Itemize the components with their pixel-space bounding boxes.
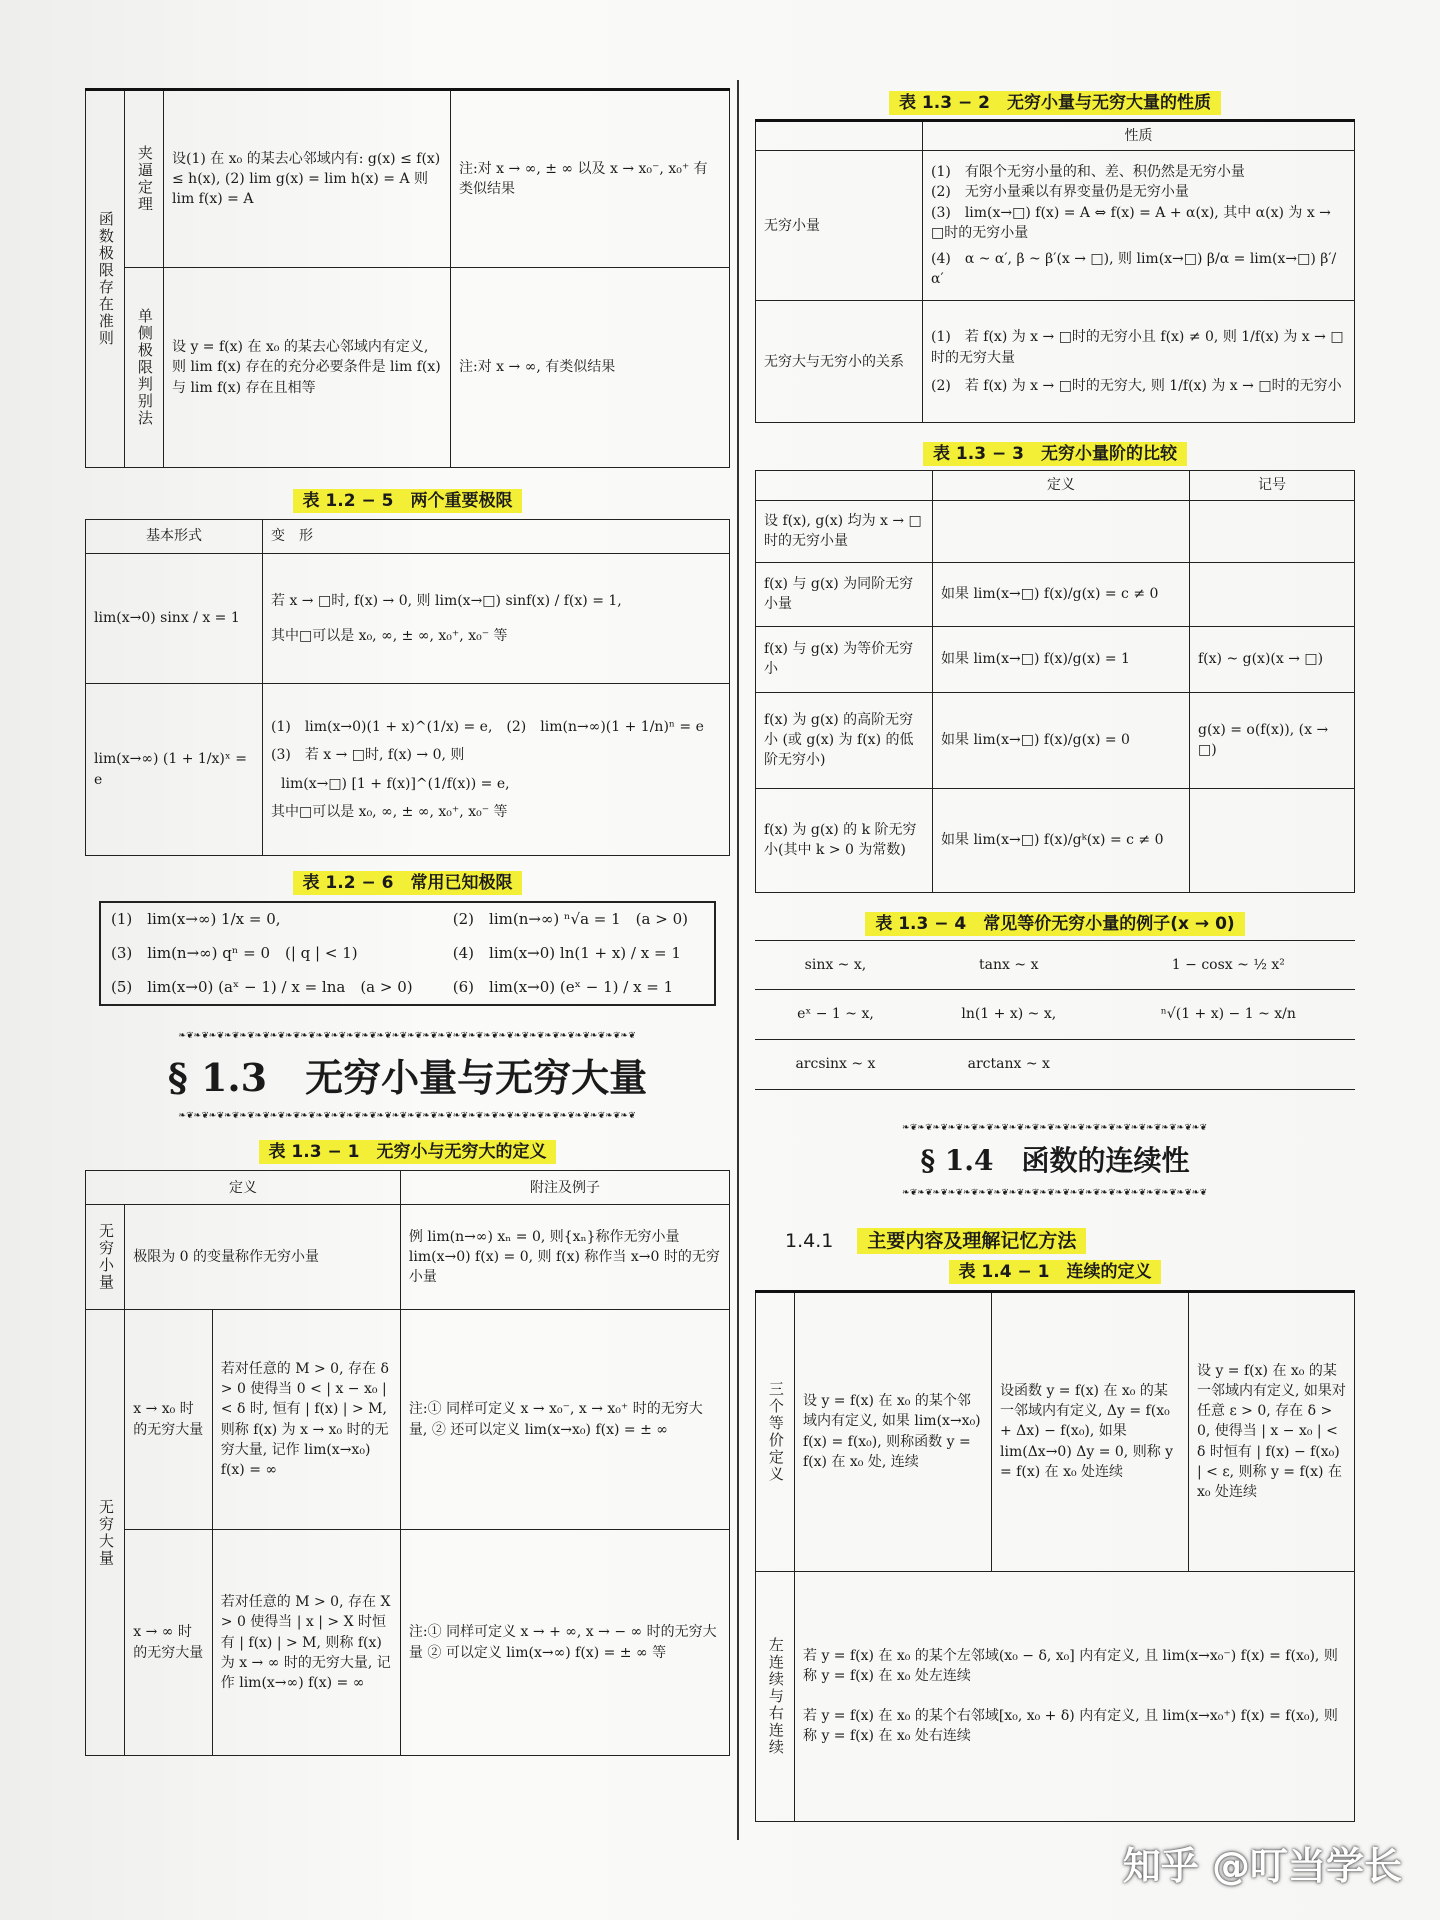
right-column <box>755 88 1355 1822</box>
t132-r1-p2: (2) 无穷小量乘以有界变量仍是无穷小量 <box>931 184 1189 201</box>
t133-r2-label: f(x) 与 g(x) 为等价无穷小 <box>756 626 933 692</box>
t133-r3-sym: g(x) = o(f(x)), (x → □) <box>1190 692 1355 788</box>
column-divider <box>737 80 739 1840</box>
t126-f3: (3) lim(n→∞) qⁿ = 0 (| q | < 1) <box>111 943 358 962</box>
table-1-2-6 <box>99 901 716 1006</box>
subsection-1-4-1-title: 主要内容及理解记忆方法 <box>857 1228 1086 1254</box>
table-1-3-3 <box>755 470 1355 892</box>
left-column <box>85 88 730 1756</box>
t133-r1-def: 如果 lim(x→□) f(x)/g(x) = c ≠ 0 <box>933 562 1190 626</box>
table-1-2-5 <box>85 519 730 856</box>
t134-e1: sinx ~ x, <box>755 940 916 990</box>
t132-r1-p1: (1) 有限个无穷小量的和、差、积仍然是无穷小量 <box>931 163 1245 180</box>
t132-r1-label: 无穷小量 <box>756 151 923 301</box>
t126-f1: (1) lim(x→∞) 1/x = 0, <box>111 910 281 928</box>
table-1-4-1-title: 表 1.4 − 1 连续的定义 <box>949 1260 1162 1284</box>
section-1-4-heading: § 1.4 函数的连续性 <box>920 1143 1190 1177</box>
t134-e2: tanx ~ x <box>916 940 1102 990</box>
t126-f2: (2) lim(n→∞) ⁿ√a = 1 (a > 0) <box>452 910 688 928</box>
t131-inf-small-note: 例 lim(n→∞) xₙ = 0, 则{xₙ}称作无穷小量 lim(x→0) f(x) = 0, 则 f(x) 称作当 x→0 时的无穷小量 <box>400 1205 729 1310</box>
table-1-3-4 <box>755 940 1355 1090</box>
t141-r2-label: 左连续与右连续 <box>756 1571 795 1821</box>
t125-r1-var2: 其中□可以是 x₀, ∞, ± ∞, x₀⁺, x₀⁻ 等 <box>271 627 508 644</box>
table-1-3-2-title: 表 1.3 − 2 无穷小量与无穷大量的性质 <box>889 91 1221 115</box>
t125-head-var: 变 形 <box>263 520 730 554</box>
t141-r1-c1: 设 y = f(x) 在 x₀ 的某个邻域内有定义, 如果 lim(x→x₀) f(x) = f(x₀), 则称函数 y = f(x) 在 x₀ 处, 连续 <box>795 1291 992 1571</box>
t141-r1-c3: 设 y = f(x) 在 x₀ 的某一邻域内有定义, 如果对任意 ε > 0, 存在 δ > 0, 使得当 | x − x₀ | < δ 时恒有 | f(x) − f(x₀) | < ε, 则称 y = f(x) 在 x₀ 处连续 <box>1189 1291 1355 1571</box>
t141-r1-c2: 设函数 y = f(x) 在 x₀ 的某一邻域内有定义, Δy = f(x₀ + Δx) − f(x₀), 如果 lim(Δx→0) Δy = 0, 则称 y = f(x) 在 x₀ 处连续 <box>992 1291 1189 1571</box>
table-1-2-6-title: 表 1.2 − 6 常用已知极限 <box>293 871 523 895</box>
t131-big1-def: 若对任意的 M > 0, 存在 δ > 0 使得当 0 < | x − x₀ | < δ 时, 恒有 | f(x) | > M, 则称 f(x) 为 x → x₀ 时的无穷大量, 记作 lim(x→x₀) f(x) = ∞ <box>212 1310 400 1530</box>
t131-big1-label: x → x₀ 时的无穷大量 <box>125 1310 213 1530</box>
t132-r2-label: 无穷大与无穷小的关系 <box>756 301 923 423</box>
t131-big2-label: x → ∞ 时的无穷大量 <box>125 1530 213 1756</box>
t131-inf-small-label: 无穷小量 <box>86 1205 125 1310</box>
t125-r1-form: lim(x→0) sinx / x = 1 <box>86 554 263 684</box>
one-sided-limit-content: 设 y = f(x) 在 x₀ 的某去心邻域内有定义, 则 lim f(x) 存在的充分必要条件是 lim f(x) 与 lim f(x) 存在且相等 <box>164 268 451 468</box>
t131-big1-note: 注:① 同样可定义 x → x₀⁻, x → x₀⁺ 时的无穷大量, ② 还可以定义 lim(x→x₀) f(x) = ± ∞ <box>400 1310 729 1530</box>
watermark: 知乎 @叮当学长 <box>1122 1844 1402 1888</box>
one-sided-limit-note: 注:对 x → ∞, 有类似结果 <box>451 268 730 468</box>
t133-r3-def: 如果 lim(x→□) f(x)/g(x) = 0 <box>933 692 1190 788</box>
ornament-border-bottom-right: ❧❦❧❦❧❦❧❦❧❦❧❦❧❦❧❦❧❦❧❦❧❦❧❦❧❦❧❦❧❦❧❦❧❦❧❦❧❦❧❦ <box>902 1184 1208 1198</box>
limit-exist-group-label: 函数极限存在准则 <box>86 90 125 468</box>
t133-head-def: 定义 <box>933 471 1190 500</box>
t125-r2-form: lim(x→∞) (1 + 1/x)ˣ = e <box>86 684 263 856</box>
t132-r2-p2: (2) 若 f(x) 为 x → □时的无穷大, 则 1/f(x) 为 x → □时的无穷小 <box>931 377 1342 394</box>
table-1-3-1 <box>85 1170 730 1756</box>
t134-e6: ⁿ√(1 + x) − 1 ~ x/n <box>1102 990 1355 1040</box>
ornament-border-top-right: ❧❦❧❦❧❦❧❦❧❦❧❦❧❦❧❦❧❦❧❦❧❦❧❦❧❦❧❦❧❦❧❦❧❦❧❦❧❦❧❦ <box>902 1119 1208 1133</box>
table-1-3-2 <box>755 119 1355 423</box>
squeeze-theorem-note: 注:对 x → ∞, ± ∞ 以及 x → x₀⁻, x₀⁺ 有类似结果 <box>451 90 730 268</box>
t125-r1-var1: 若 x → □时, f(x) → 0, 则 lim(x→□) sinf(x) / f(x) = 1, <box>271 593 622 610</box>
t125-head-form: 基本形式 <box>86 520 263 554</box>
ornament-border-top: ❧❦❧❦❧❦❧❦❧❦❧❦❧❦❧❦❧❦❧❦❧❦❧❦❧❦❧❦❧❦❧❦❧❦❧❦❧❦❧❦❧❦❧❦❧❦❧❦❧❦❧❦❧❦❧❦❧❦❧❦ <box>178 1028 637 1042</box>
t133-head-sym: 记号 <box>1190 471 1355 500</box>
t125-r2-var4: 其中□可以是 x₀, ∞, ± ∞, x₀⁺, x₀⁻ 等 <box>271 803 508 820</box>
t131-big2-note: 注:① 同样可定义 x → + ∞, x → − ∞ 时的无穷大量 ② 可以定义 lim(x→∞) f(x) = ± ∞ 等 <box>400 1530 729 1756</box>
t132-head-prop: 性质 <box>923 121 1355 151</box>
t134-e4: eˣ − 1 ~ x, <box>755 990 916 1040</box>
t125-r2-var2: (3) 若 x → □时, f(x) → 0, 则 <box>271 747 465 764</box>
t141-r1-label: 三个等价定义 <box>756 1291 795 1571</box>
table-1-3-1-title: 表 1.3 − 1 无穷小与无穷大的定义 <box>259 1140 557 1164</box>
ornament-border-bottom: ❧❦❧❦❧❦❧❦❧❦❧❦❧❦❧❦❧❦❧❦❧❦❧❦❧❦❧❦❧❦❧❦❧❦❧❦❧❦❧❦❧❦❧❦❧❦❧❦❧❦❧❦❧❦❧❦❧❦❧❦ <box>178 1108 637 1122</box>
t132-r2-p1: (1) 若 f(x) 为 x → □时的无穷小且 f(x) ≠ 0, 则 1/f(x) 为 x → □时的无穷大量 <box>931 329 1344 366</box>
t132-r1-p3: (3) lim(x→□) f(x) = A ⇔ f(x) = A + α(x), 其中 α(x) 为 x → □时的无穷小量 <box>931 204 1331 241</box>
t131-big2-def: 若对任意的 M > 0, 存在 X > 0 使得当 | x | > X 时恒有 | f(x) | > M, 则称 f(x) 为 x → ∞ 时的无穷大量, 记作 lim(x→∞) f(x) = ∞ <box>212 1530 400 1756</box>
t133-r3-label: f(x) 为 g(x) 的高阶无穷小 (或 g(x) 为 f(x) 的低阶无穷小) <box>756 692 933 788</box>
squeeze-theorem-content: 设(1) 在 x₀ 的某去心邻域内有: g(x) ≤ f(x) ≤ h(x), (2) lim g(x) = lim h(x) = A 则 lim f(x) = A <box>164 90 451 268</box>
table-1-3-3-title: 表 1.3 − 3 无穷小量阶的比较 <box>923 442 1187 466</box>
one-sided-limit-label: 单侧极限判别法 <box>125 268 164 468</box>
t133-r1-label: f(x) 与 g(x) 为同阶无穷小量 <box>756 562 933 626</box>
t131-head-def: 定义 <box>86 1171 401 1205</box>
t141-r2-c2: 若 y = f(x) 在 x₀ 的某个右邻域[x₀, x₀ + δ) 内有定义, 且 lim(x→x₀⁺) f(x) = f(x₀), 则称 y = f(x) 在 x₀ 处右连续 <box>803 1708 1338 1745</box>
t126-f5: (5) lim(x→0) (aˣ − 1) / x = lna (a > 0) <box>111 977 413 996</box>
t125-r2-var1: (1) lim(x→0)(1 + x)^(1/x) = e, (2) lim(n→∞)(1 + 1/n)ⁿ = e <box>271 718 704 735</box>
t141-r2-c1: 若 y = f(x) 在 x₀ 的某个左邻域(x₀ − δ, x₀] 内有定义, 且 lim(x→x₀⁻) f(x) = f(x₀), 则称 y = f(x) 在 x₀ 处左连续 <box>803 1647 1338 1684</box>
t132-r1-p4: (4) α ~ α′, β ~ β′(x → □), 则 lim(x→□) β/α = lim(x→□) β′/α′ <box>931 251 1337 288</box>
table-1-4-1 <box>755 1290 1355 1822</box>
t133-r2-def: 如果 lim(x→□) f(x)/g(x) = 1 <box>933 626 1190 692</box>
t133-r2-sym: f(x) ~ g(x)(x → □) <box>1190 626 1355 692</box>
t134-e3: 1 − cosx ~ ½ x² <box>1102 940 1355 990</box>
limit-existence-table <box>85 88 730 468</box>
t125-r2-var3: lim(x→□) [1 + f(x)]^(1/f(x)) = e, <box>281 775 510 792</box>
t133-r4-def: 如果 lim(x→□) f(x)/gᵏ(x) = c ≠ 0 <box>933 788 1190 892</box>
squeeze-theorem-label: 夹逼定理 <box>125 90 164 268</box>
table-1-2-5-title: 表 1.2 − 5 两个重要极限 <box>293 489 523 513</box>
section-1-3-heading: § 1.3 无穷小量与无穷大量 <box>167 1055 648 1101</box>
t126-f4: (4) lim(x→0) ln(1 + x) / x = 1 <box>452 943 681 962</box>
t134-e5: ln(1 + x) ~ x, <box>916 990 1102 1040</box>
subsection-1-4-1-number: 1.4.1 <box>785 1229 834 1252</box>
t133-r0-label: 设 f(x), g(x) 均为 x → □时的无穷小量 <box>756 500 933 562</box>
t133-r4-label: f(x) 为 g(x) 的 k 阶无穷小(其中 k > 0 为常数) <box>756 788 933 892</box>
t126-f6: (6) lim(x→0) (eˣ − 1) / x = 1 <box>452 977 674 996</box>
t131-inf-small-def: 极限为 0 的变量称作无穷小量 <box>125 1205 401 1310</box>
t131-inf-big-label: 无穷大量 <box>86 1310 125 1756</box>
t134-e7: arcsinx ~ x <box>755 1039 916 1089</box>
t131-head-note: 附注及例子 <box>400 1171 729 1205</box>
table-1-3-4-title: 表 1.3 − 4 常见等价无穷小量的例子(x → 0) <box>865 912 1244 936</box>
t134-e8: arctanx ~ x <box>916 1039 1102 1089</box>
